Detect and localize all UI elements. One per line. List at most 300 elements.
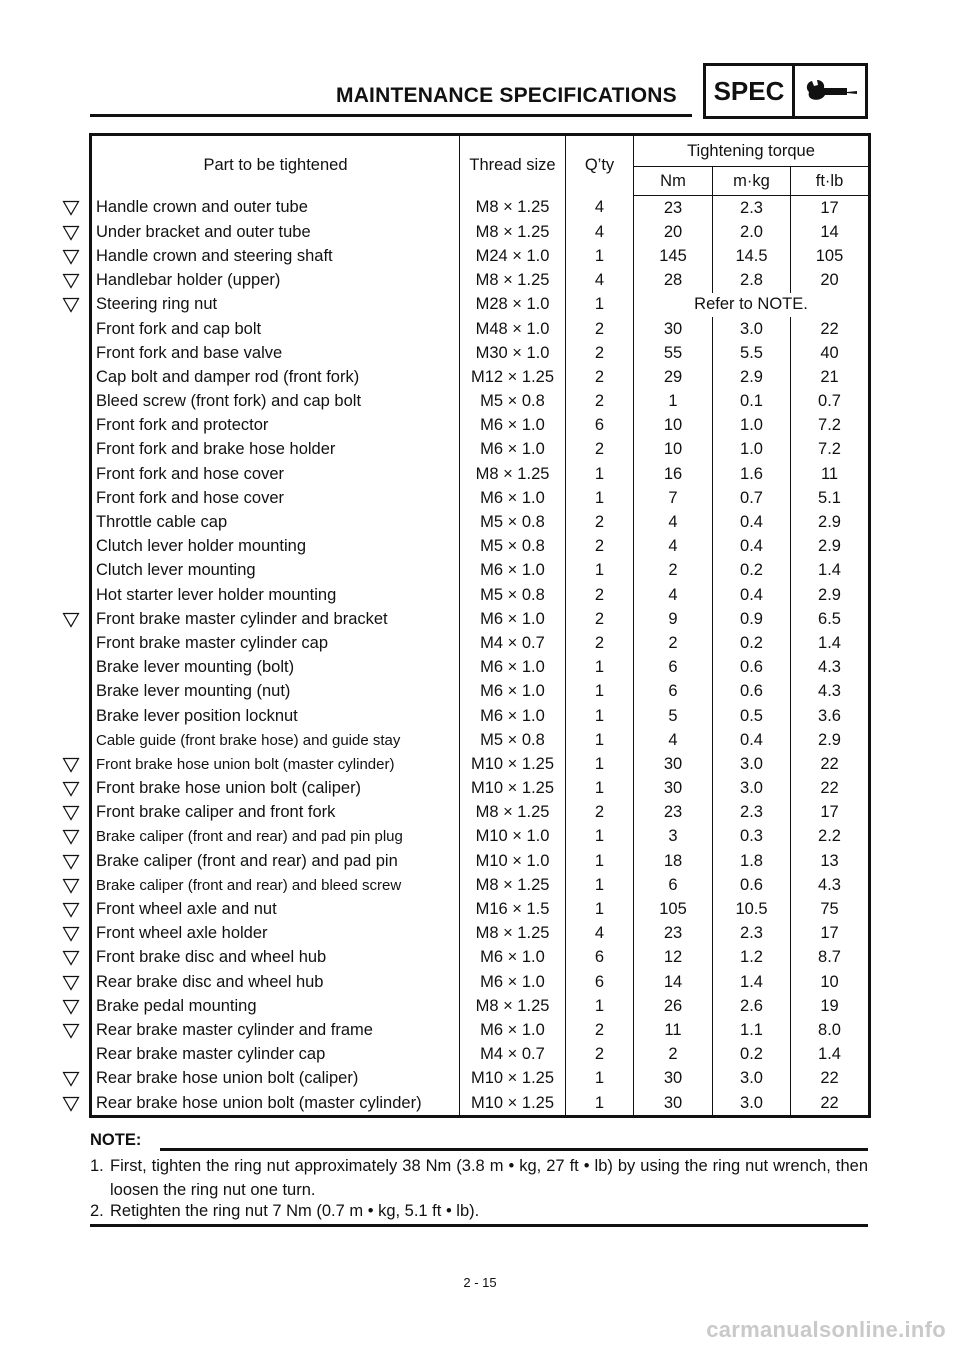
- thread-cell: M8 × 1.25: [460, 922, 566, 946]
- mkg-cell: 1.4: [713, 970, 791, 994]
- nm-cell: 23: [634, 196, 713, 221]
- thread-cell: M5 × 0.8: [460, 535, 566, 559]
- part-cell: Brake caliper (front and rear) and bleed screw: [91, 873, 460, 897]
- ftlb-cell: 2.2: [791, 825, 870, 849]
- part-cell: Rear brake disc and wheel hub: [91, 970, 460, 994]
- mkg-cell: 2.8: [713, 269, 791, 293]
- mkg-cell: 1.8: [713, 849, 791, 873]
- qty-cell: 1: [566, 873, 634, 897]
- qty-cell: 2: [566, 341, 634, 365]
- mkg-cell: 0.9: [713, 607, 791, 631]
- bottom-rule: [90, 1224, 868, 1227]
- nm-cell: 10: [634, 438, 713, 462]
- ftlb-cell: 1.4: [791, 559, 870, 583]
- thread-cell: M6 × 1.0: [460, 656, 566, 680]
- nm-cell: 30: [634, 317, 713, 341]
- thread-cell: M10 × 1.25: [460, 777, 566, 801]
- thread-cell: M6 × 1.0: [460, 486, 566, 510]
- mkg-cell: 3.0: [713, 1091, 791, 1117]
- ftlb-cell: 2.9: [791, 583, 870, 607]
- triangle-mark-icon: [62, 878, 80, 894]
- thread-cell: M6 × 1.0: [460, 607, 566, 631]
- col-header-ftlb: ft·lb: [791, 167, 870, 196]
- mkg-cell: 1.0: [713, 438, 791, 462]
- qty-cell: 4: [566, 922, 634, 946]
- table-row: [91, 365, 870, 389]
- mkg-cell: 1.1: [713, 1018, 791, 1042]
- table-row: [91, 438, 870, 462]
- ftlb-cell: 40: [791, 341, 870, 365]
- table-row: [91, 994, 870, 1018]
- part-cell: Brake lever position locknut: [91, 704, 460, 728]
- triangle-mark-icon: [62, 200, 80, 216]
- thread-cell: M6 × 1.0: [460, 559, 566, 583]
- table-row: [91, 849, 870, 873]
- thread-cell: M8 × 1.25: [460, 220, 566, 244]
- triangle-mark-icon: [62, 273, 80, 289]
- qty-cell: 1: [566, 704, 634, 728]
- qty-cell: 1: [566, 728, 634, 752]
- mkg-cell: 0.7: [713, 486, 791, 510]
- mkg-cell: 2.9: [713, 365, 791, 389]
- table-row: [91, 559, 870, 583]
- triangle-mark-icon: [62, 902, 80, 918]
- thread-cell: M8 × 1.25: [460, 994, 566, 1018]
- mkg-cell: 0.4: [713, 728, 791, 752]
- note-number: 2.: [90, 1202, 104, 1220]
- ftlb-cell: 2.9: [791, 510, 870, 534]
- nm-cell: 11: [634, 1018, 713, 1042]
- thread-cell: M8 × 1.25: [460, 196, 566, 221]
- note-number: 1.: [90, 1157, 104, 1175]
- part-cell: Front fork and hose cover: [91, 486, 460, 510]
- mkg-cell: 0.5: [713, 704, 791, 728]
- part-cell: Handle crown and steering shaft: [91, 244, 460, 268]
- table-row: [91, 535, 870, 559]
- thread-cell: M6 × 1.0: [460, 946, 566, 970]
- nm-cell: 30: [634, 752, 713, 776]
- ftlb-cell: 75: [791, 897, 870, 921]
- thread-cell: M8 × 1.25: [460, 269, 566, 293]
- table-row: [91, 946, 870, 970]
- ftlb-cell: 17: [791, 196, 870, 221]
- part-cell: Front brake disc and wheel hub: [91, 946, 460, 970]
- col-header-part: Part to be tightened: [91, 135, 460, 196]
- triangle-mark-icon: [62, 999, 80, 1015]
- triangle-mark-icon: [62, 805, 80, 821]
- nm-cell: 2: [634, 631, 713, 655]
- qty-cell: 1: [566, 244, 634, 268]
- table-row: [91, 752, 870, 776]
- table-row: [91, 1043, 870, 1067]
- thread-cell: M10 × 1.0: [460, 825, 566, 849]
- ftlb-cell: 22: [791, 1091, 870, 1117]
- part-cell: Front brake master cylinder cap: [91, 631, 460, 655]
- table-row: [91, 825, 870, 849]
- mkg-cell: 0.2: [713, 631, 791, 655]
- qty-cell: 1: [566, 656, 634, 680]
- part-cell: Brake caliper (front and rear) and pad pin plug: [91, 825, 460, 849]
- triangle-mark-icon: [62, 854, 80, 870]
- mkg-cell: 14.5: [713, 244, 791, 268]
- note-label: NOTE:: [90, 1131, 142, 1149]
- table-row: [91, 414, 870, 438]
- table-row: [91, 220, 870, 244]
- nm-cell: 55: [634, 341, 713, 365]
- table-row: [91, 1091, 870, 1117]
- ftlb-cell: 10: [791, 970, 870, 994]
- part-cell: Hot starter lever holder mounting: [91, 583, 460, 607]
- triangle-mark-icon: [62, 1071, 80, 1087]
- nm-cell: 12: [634, 946, 713, 970]
- thread-cell: M5 × 0.8: [460, 510, 566, 534]
- thread-cell: M10 × 1.25: [460, 1091, 566, 1117]
- thread-cell: M16 × 1.5: [460, 897, 566, 921]
- nm-cell: 23: [634, 922, 713, 946]
- triangle-mark-icon: [62, 950, 80, 966]
- ftlb-cell: 3.6: [791, 704, 870, 728]
- table-row: [91, 196, 870, 221]
- thread-cell: M24 × 1.0: [460, 244, 566, 268]
- ftlb-cell: 105: [791, 244, 870, 268]
- mkg-cell: 0.4: [713, 583, 791, 607]
- ftlb-cell: 7.2: [791, 414, 870, 438]
- thread-cell: M6 × 1.0: [460, 680, 566, 704]
- watermark: carmanualsonline.info: [706, 1317, 946, 1342]
- mkg-cell: 1.6: [713, 462, 791, 486]
- part-cell: Handlebar holder (upper): [91, 269, 460, 293]
- table-row: [91, 728, 870, 752]
- table-row: [91, 656, 870, 680]
- qty-cell: 1: [566, 559, 634, 583]
- page-number: 2 - 15: [463, 1275, 497, 1290]
- part-cell: Front wheel axle and nut: [91, 897, 460, 921]
- nm-cell: 30: [634, 1067, 713, 1091]
- ftlb-cell: 19: [791, 994, 870, 1018]
- qty-cell: 2: [566, 365, 634, 389]
- triangle-mark-icon: [62, 249, 80, 265]
- part-cell: Rear brake master cylinder cap: [91, 1043, 460, 1067]
- qty-cell: 1: [566, 293, 634, 317]
- mkg-cell: 2.3: [713, 196, 791, 221]
- qty-cell: 1: [566, 994, 634, 1018]
- part-cell: Front fork and cap bolt: [91, 317, 460, 341]
- nm-cell: 5: [634, 704, 713, 728]
- ftlb-cell: 22: [791, 777, 870, 801]
- mkg-cell: 0.3: [713, 825, 791, 849]
- mkg-cell: 3.0: [713, 752, 791, 776]
- mkg-cell: 0.6: [713, 656, 791, 680]
- table-row: [91, 462, 870, 486]
- ftlb-cell: 22: [791, 1067, 870, 1091]
- col-header-qty: Q’ty: [566, 135, 634, 196]
- nm-cell: 20: [634, 220, 713, 244]
- part-cell: Brake lever mounting (nut): [91, 680, 460, 704]
- nm-cell: 10: [634, 414, 713, 438]
- thread-cell: M10 × 1.25: [460, 752, 566, 776]
- table-body: [91, 196, 870, 1117]
- ftlb-cell: 11: [791, 462, 870, 486]
- part-cell: Throttle cable cap: [91, 510, 460, 534]
- nm-cell: 4: [634, 535, 713, 559]
- nm-cell: 2: [634, 1043, 713, 1067]
- ftlb-cell: 4.3: [791, 656, 870, 680]
- nm-cell: 30: [634, 777, 713, 801]
- mkg-cell: 3.0: [713, 317, 791, 341]
- triangle-mark-icon: [62, 781, 80, 797]
- table-row: [91, 704, 870, 728]
- thread-cell: M6 × 1.0: [460, 1018, 566, 1042]
- table-row: [91, 269, 870, 293]
- col-header-nm: Nm: [634, 167, 713, 196]
- nm-cell: 6: [634, 656, 713, 680]
- part-cell: Cap bolt and damper rod (front fork): [91, 365, 460, 389]
- thread-cell: M8 × 1.25: [460, 462, 566, 486]
- ftlb-cell: 2.9: [791, 728, 870, 752]
- nm-cell: 145: [634, 244, 713, 268]
- thread-cell: M5 × 0.8: [460, 390, 566, 414]
- triangle-mark-icon: [62, 612, 80, 628]
- nm-cell: 30: [634, 1091, 713, 1117]
- ftlb-cell: 20: [791, 269, 870, 293]
- qty-cell: 1: [566, 897, 634, 921]
- mkg-cell: 0.4: [713, 535, 791, 559]
- thread-cell: M6 × 1.0: [460, 438, 566, 462]
- part-cell: Front fork and protector: [91, 414, 460, 438]
- thread-cell: M5 × 0.8: [460, 728, 566, 752]
- nm-cell: 23: [634, 801, 713, 825]
- mkg-cell: 2.3: [713, 922, 791, 946]
- qty-cell: 6: [566, 970, 634, 994]
- col-header-torque: Tightening torque: [634, 135, 870, 167]
- ftlb-cell: 21: [791, 365, 870, 389]
- qty-cell: 2: [566, 583, 634, 607]
- nm-cell: 28: [634, 269, 713, 293]
- thread-cell: M5 × 0.8: [460, 583, 566, 607]
- part-cell: Steering ring nut: [91, 293, 460, 317]
- table-row: [91, 680, 870, 704]
- table-row: [91, 897, 870, 921]
- qty-cell: 1: [566, 462, 634, 486]
- part-cell: Clutch lever mounting: [91, 559, 460, 583]
- col-header-thread: Thread size: [460, 135, 566, 196]
- thread-cell: M6 × 1.0: [460, 414, 566, 438]
- triangle-mark-icon: [62, 1096, 80, 1112]
- table-row: [91, 922, 870, 946]
- qty-cell: 2: [566, 535, 634, 559]
- qty-cell: 4: [566, 220, 634, 244]
- ftlb-cell: 2.9: [791, 535, 870, 559]
- part-cell: Front wheel axle holder: [91, 922, 460, 946]
- thread-cell: M4 × 0.7: [460, 631, 566, 655]
- nm-cell: 18: [634, 849, 713, 873]
- nm-cell: 1: [634, 390, 713, 414]
- part-cell: Front fork and base valve: [91, 341, 460, 365]
- nm-cell: 105: [634, 897, 713, 921]
- ftlb-cell: 1.4: [791, 631, 870, 655]
- table-row: [91, 607, 870, 631]
- part-cell: Cable guide (front brake hose) and guide stay: [91, 728, 460, 752]
- mkg-cell: 3.0: [713, 1067, 791, 1091]
- table-row: [91, 777, 870, 801]
- note-rule: [160, 1148, 868, 1151]
- table-row: [91, 510, 870, 534]
- part-cell: Handle crown and outer tube: [91, 196, 460, 221]
- qty-cell: 6: [566, 946, 634, 970]
- ftlb-cell: 8.0: [791, 1018, 870, 1042]
- thread-cell: M10 × 1.25: [460, 1067, 566, 1091]
- table-row: [91, 1067, 870, 1091]
- thread-cell: M48 × 1.0: [460, 317, 566, 341]
- part-cell: Front brake caliper and front fork: [91, 801, 460, 825]
- ftlb-cell: 22: [791, 752, 870, 776]
- nm-cell: 16: [634, 462, 713, 486]
- mkg-cell: 2.6: [713, 994, 791, 1018]
- thread-cell: M4 × 0.7: [460, 1043, 566, 1067]
- ftlb-cell: 13: [791, 849, 870, 873]
- ftlb-cell: 8.7: [791, 946, 870, 970]
- mkg-cell: 2.3: [713, 801, 791, 825]
- qty-cell: 4: [566, 269, 634, 293]
- wrench-icon: [795, 66, 865, 116]
- qty-cell: 2: [566, 1043, 634, 1067]
- ftlb-cell: 14: [791, 220, 870, 244]
- nm-cell: 9: [634, 607, 713, 631]
- mkg-cell: 2.0: [713, 220, 791, 244]
- table-row: [91, 341, 870, 365]
- thread-cell: M28 × 1.0: [460, 293, 566, 317]
- ftlb-cell: 7.2: [791, 438, 870, 462]
- torque-spec-table: [89, 133, 871, 1118]
- mkg-cell: 10.5: [713, 897, 791, 921]
- qty-cell: 1: [566, 825, 634, 849]
- nm-cell: 4: [634, 510, 713, 534]
- part-cell: Under bracket and outer tube: [91, 220, 460, 244]
- qty-cell: 2: [566, 438, 634, 462]
- part-cell: Rear brake hose union bolt (master cylinder): [91, 1091, 460, 1117]
- mkg-cell: 0.6: [713, 680, 791, 704]
- part-cell: Brake pedal mounting: [91, 994, 460, 1018]
- ftlb-cell: 4.3: [791, 680, 870, 704]
- qty-cell: 1: [566, 680, 634, 704]
- nm-cell: 14: [634, 970, 713, 994]
- qty-cell: 1: [566, 849, 634, 873]
- table-row: [91, 486, 870, 510]
- thread-cell: M6 × 1.0: [460, 970, 566, 994]
- ftlb-cell: 5.1: [791, 486, 870, 510]
- nm-cell: 6: [634, 873, 713, 897]
- qty-cell: 2: [566, 317, 634, 341]
- part-cell: Brake lever mounting (bolt): [91, 656, 460, 680]
- qty-cell: 1: [566, 486, 634, 510]
- nm-cell: 3: [634, 825, 713, 849]
- qty-cell: 2: [566, 1018, 634, 1042]
- nm-cell: 2: [634, 559, 713, 583]
- mkg-cell: 3.0: [713, 777, 791, 801]
- table-row: [91, 293, 870, 317]
- nm-cell: 4: [634, 583, 713, 607]
- triangle-mark-icon: [62, 225, 80, 241]
- ftlb-cell: 6.5: [791, 607, 870, 631]
- qty-cell: 2: [566, 390, 634, 414]
- triangle-mark-icon: [62, 297, 80, 313]
- nm-cell: 7: [634, 486, 713, 510]
- nm-cell: 4: [634, 728, 713, 752]
- part-cell: Front brake master cylinder and bracket: [91, 607, 460, 631]
- qty-cell: 1: [566, 1067, 634, 1091]
- part-cell: Front fork and brake hose holder: [91, 438, 460, 462]
- table-row: [91, 873, 870, 897]
- triangle-mark-icon: [62, 757, 80, 773]
- mkg-cell: 0.6: [713, 873, 791, 897]
- part-cell: Clutch lever holder mounting: [91, 535, 460, 559]
- page-title: MAINTENANCE SPECIFICATIONS: [336, 84, 677, 107]
- part-cell: Rear brake hose union bolt (caliper): [91, 1067, 460, 1091]
- thread-cell: M30 × 1.0: [460, 341, 566, 365]
- table-row: [91, 1018, 870, 1042]
- table-row: [91, 583, 870, 607]
- part-cell: Front brake hose union bolt (master cylinder): [91, 752, 460, 776]
- qty-cell: 6: [566, 414, 634, 438]
- thread-cell: M10 × 1.0: [460, 849, 566, 873]
- ftlb-cell: 17: [791, 922, 870, 946]
- mkg-cell: 0.2: [713, 559, 791, 583]
- table-row: [91, 244, 870, 268]
- qty-cell: 1: [566, 1091, 634, 1117]
- part-cell: Front fork and hose cover: [91, 462, 460, 486]
- table-row: [91, 317, 870, 341]
- mkg-cell: 1.2: [713, 946, 791, 970]
- part-cell: Brake caliper (front and rear) and pad pin: [91, 849, 460, 873]
- mkg-cell: 0.2: [713, 1043, 791, 1067]
- ftlb-cell: 17: [791, 801, 870, 825]
- table-row: [91, 390, 870, 414]
- triangle-mark-icon: [62, 1023, 80, 1039]
- qty-cell: 2: [566, 631, 634, 655]
- mkg-cell: 0.1: [713, 390, 791, 414]
- ftlb-cell: 1.4: [791, 1043, 870, 1067]
- thread-cell: M6 × 1.0: [460, 704, 566, 728]
- qty-cell: 2: [566, 510, 634, 534]
- qty-cell: 4: [566, 196, 634, 221]
- torque-note-cell: Refer to NOTE.: [634, 293, 870, 317]
- spec-badge: SPEC: [703, 63, 795, 119]
- qty-cell: 1: [566, 777, 634, 801]
- note-item-2: [90, 1199, 868, 1223]
- ftlb-cell: 4.3: [791, 873, 870, 897]
- mkg-cell: 5.5: [713, 341, 791, 365]
- nm-cell: 6: [634, 680, 713, 704]
- ftlb-cell: 22: [791, 317, 870, 341]
- mkg-cell: 0.4: [713, 510, 791, 534]
- ftlb-cell: 0.7: [791, 390, 870, 414]
- qty-cell: 1: [566, 752, 634, 776]
- triangle-mark-icon: [62, 926, 80, 942]
- part-cell: Front brake hose union bolt (caliper): [91, 777, 460, 801]
- title-underline: [90, 114, 692, 117]
- part-cell: Rear brake master cylinder and frame: [91, 1018, 460, 1042]
- table-row: [91, 970, 870, 994]
- nm-cell: 26: [634, 994, 713, 1018]
- col-header-mkg: m·kg: [713, 167, 791, 196]
- note-text: First, tighten the ring nut approximately 38 Nm (3.8 m • kg, 27 ft • lb) by using the ring nut wrench, then loosen the ring nut one turn.: [110, 1157, 868, 1199]
- note-text: Retighten the ring nut 7 Nm (0.7 m • kg, 5.1 ft • lb).: [110, 1202, 480, 1220]
- part-cell: Bleed screw (front fork) and cap bolt: [91, 390, 460, 414]
- triangle-mark-icon: [62, 829, 80, 845]
- mkg-cell: 1.0: [713, 414, 791, 438]
- triangle-mark-icon: [62, 975, 80, 991]
- tool-badge: [792, 63, 868, 119]
